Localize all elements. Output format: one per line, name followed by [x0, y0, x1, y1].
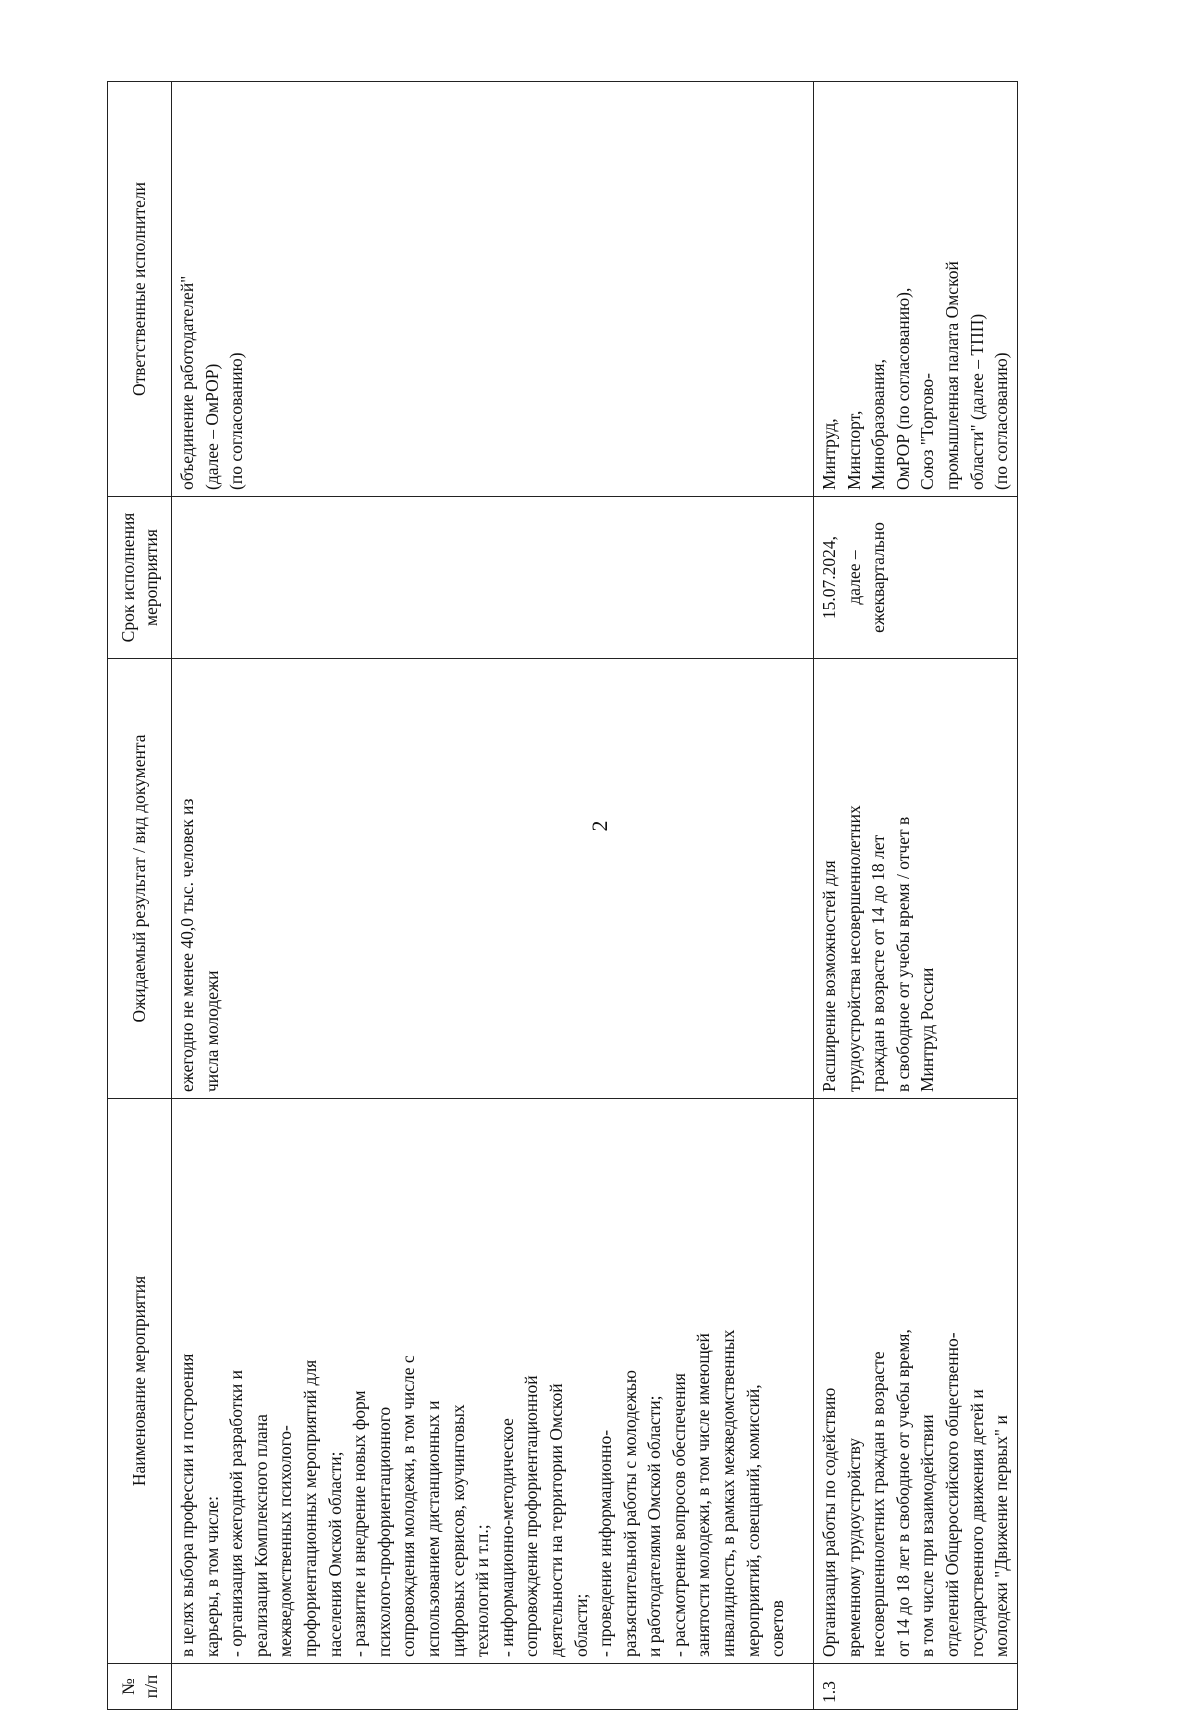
cell-text-line: сопровождение профориентационной	[521, 1375, 542, 1657]
row-term-cell	[172, 497, 814, 659]
cell-text-line: - развитие и внедрение новых форм	[349, 1390, 370, 1657]
cell-text-line: и работодателями Омской области;	[644, 1395, 665, 1657]
cell-text-line: отделений Общероссийского общественно-	[941, 1332, 962, 1657]
page-number: 2	[587, 820, 612, 832]
cell-text-line: Расширение возможностей для	[819, 860, 839, 1092]
cell-text-line: технологий и т.п.;	[472, 1524, 493, 1657]
cell-text-line: (по согласованию)	[226, 352, 247, 490]
row-num-cell	[172, 1664, 814, 1710]
row-name-cell	[814, 1099, 1018, 1664]
cell-text-line: Союз "Торгово-	[917, 372, 938, 490]
cell-text-line: 15.07.2024,	[819, 535, 839, 620]
cell-text-line: от 14 до 18 лет в свободное от учебы время,	[892, 1329, 913, 1657]
cell-text-line: профориентационных мероприятий для	[299, 1359, 320, 1657]
cell-text-line: несовершеннолетних граждан в возрасте	[868, 1351, 889, 1657]
cell-text-line: (далее – ОмРОР)	[201, 363, 222, 490]
cell-text-line: далее –	[843, 550, 864, 605]
cell-text-line: числа молодежи	[201, 970, 222, 1092]
header-result: Ожидаемый результат / вид документа	[108, 659, 172, 1099]
cell-text-line: области" (далее – ТПП)	[966, 313, 987, 490]
cell-text-line: области;	[570, 1593, 591, 1657]
row-resp-cell	[814, 82, 1018, 497]
cell-text-line: советов	[767, 1600, 788, 1657]
cell-text-line: деятельности на территории Омской	[545, 1383, 566, 1657]
cell-text-line: Минтруд,	[819, 418, 839, 490]
cell-text-line: в том числе при взаимодействии	[917, 1414, 938, 1657]
cell-text-line: Минобразования,	[868, 359, 889, 490]
row-name-cell	[172, 1099, 814, 1664]
cell-text-line: занятости молодежи, в том числе имеющей	[693, 1333, 714, 1657]
cell-text-line: разъяснительной работы с молодежью	[619, 1370, 640, 1657]
cell-text-line: государственного движения детей и	[966, 1389, 987, 1657]
row-result-cell	[814, 659, 1018, 1099]
cell-text-line: использованием дистанционных и	[422, 1400, 443, 1657]
table-row	[172, 82, 814, 1710]
cell-text-line: трудоустройства несовершеннолетних	[843, 805, 864, 1092]
cell-text-line: Минспорт,	[843, 410, 864, 490]
measures-table	[107, 81, 1018, 1710]
cell-text-line: промышленная палата Омской	[941, 261, 962, 490]
cell-text-line: объединение работодателей"	[177, 275, 197, 490]
cell-text-line: - организация ежегодной разработки и	[226, 1370, 247, 1657]
cell-text-line: межведомственных психолого-	[275, 1425, 296, 1657]
table-row	[814, 82, 1018, 1710]
row-term-cell	[814, 497, 1018, 659]
cell-text-line: Минтруд России	[917, 967, 938, 1092]
rotated-table-container	[107, 82, 1012, 1710]
row-resp-cell	[172, 82, 814, 497]
cell-text-line: Организация работы по содействию	[819, 1387, 839, 1657]
row-result-cell	[172, 659, 814, 1099]
header-num: № п/п	[108, 1664, 172, 1710]
cell-text-line: в свободное от учебы время / отчет в	[892, 816, 913, 1092]
header-name: Наименование мероприятия	[108, 1099, 172, 1664]
cell-text-line: карьеры, в том числе:	[201, 1496, 222, 1657]
cell-text-line: реализации Комплексного плана	[250, 1414, 271, 1657]
table-header-row	[108, 82, 172, 1710]
cell-text-line: в целях выбора профессии и построения	[177, 1353, 197, 1657]
cell-text-line: граждан в возрасте от 14 до 18 лет	[868, 834, 889, 1092]
cell-text-line: сопровождения молодежи, в том числе с	[398, 1355, 419, 1657]
cell-text-line: инвалидность, в рамках межведомственных	[718, 1329, 739, 1657]
cell-text-line: - проведение информационно-	[595, 1429, 616, 1657]
cell-text-line: цифровых сервисов, коучинговых	[447, 1404, 468, 1657]
cell-text-line: психолого-профориентационного	[373, 1406, 394, 1657]
header-term: Срок исполнения мероприятия	[108, 497, 172, 659]
cell-text-line: - рассмотрение вопросов обеспечения	[668, 1373, 689, 1657]
cell-text-line: ОмРОР (по согласованию),	[892, 287, 913, 490]
cell-text-line: временному трудоустройству	[843, 1437, 864, 1657]
cell-text-line: ежегодно не менее 40,0 тыс. человек из	[177, 798, 197, 1092]
header-resp: Ответственные исполнители	[108, 82, 172, 497]
cell-text-line: мероприятий, совещаний, комиссий,	[742, 1384, 763, 1657]
cell-text-line: молодежи "Движение первых" и	[991, 1415, 1012, 1657]
row-num-cell: 1.3	[814, 1664, 1018, 1710]
cell-text-line: (по согласованию)	[991, 352, 1012, 490]
cell-text-line: населения Омской области;	[324, 1451, 345, 1657]
cell-text-line: ежеквартально	[868, 522, 889, 633]
cell-text-line: - информационно-методическое	[496, 1418, 517, 1657]
